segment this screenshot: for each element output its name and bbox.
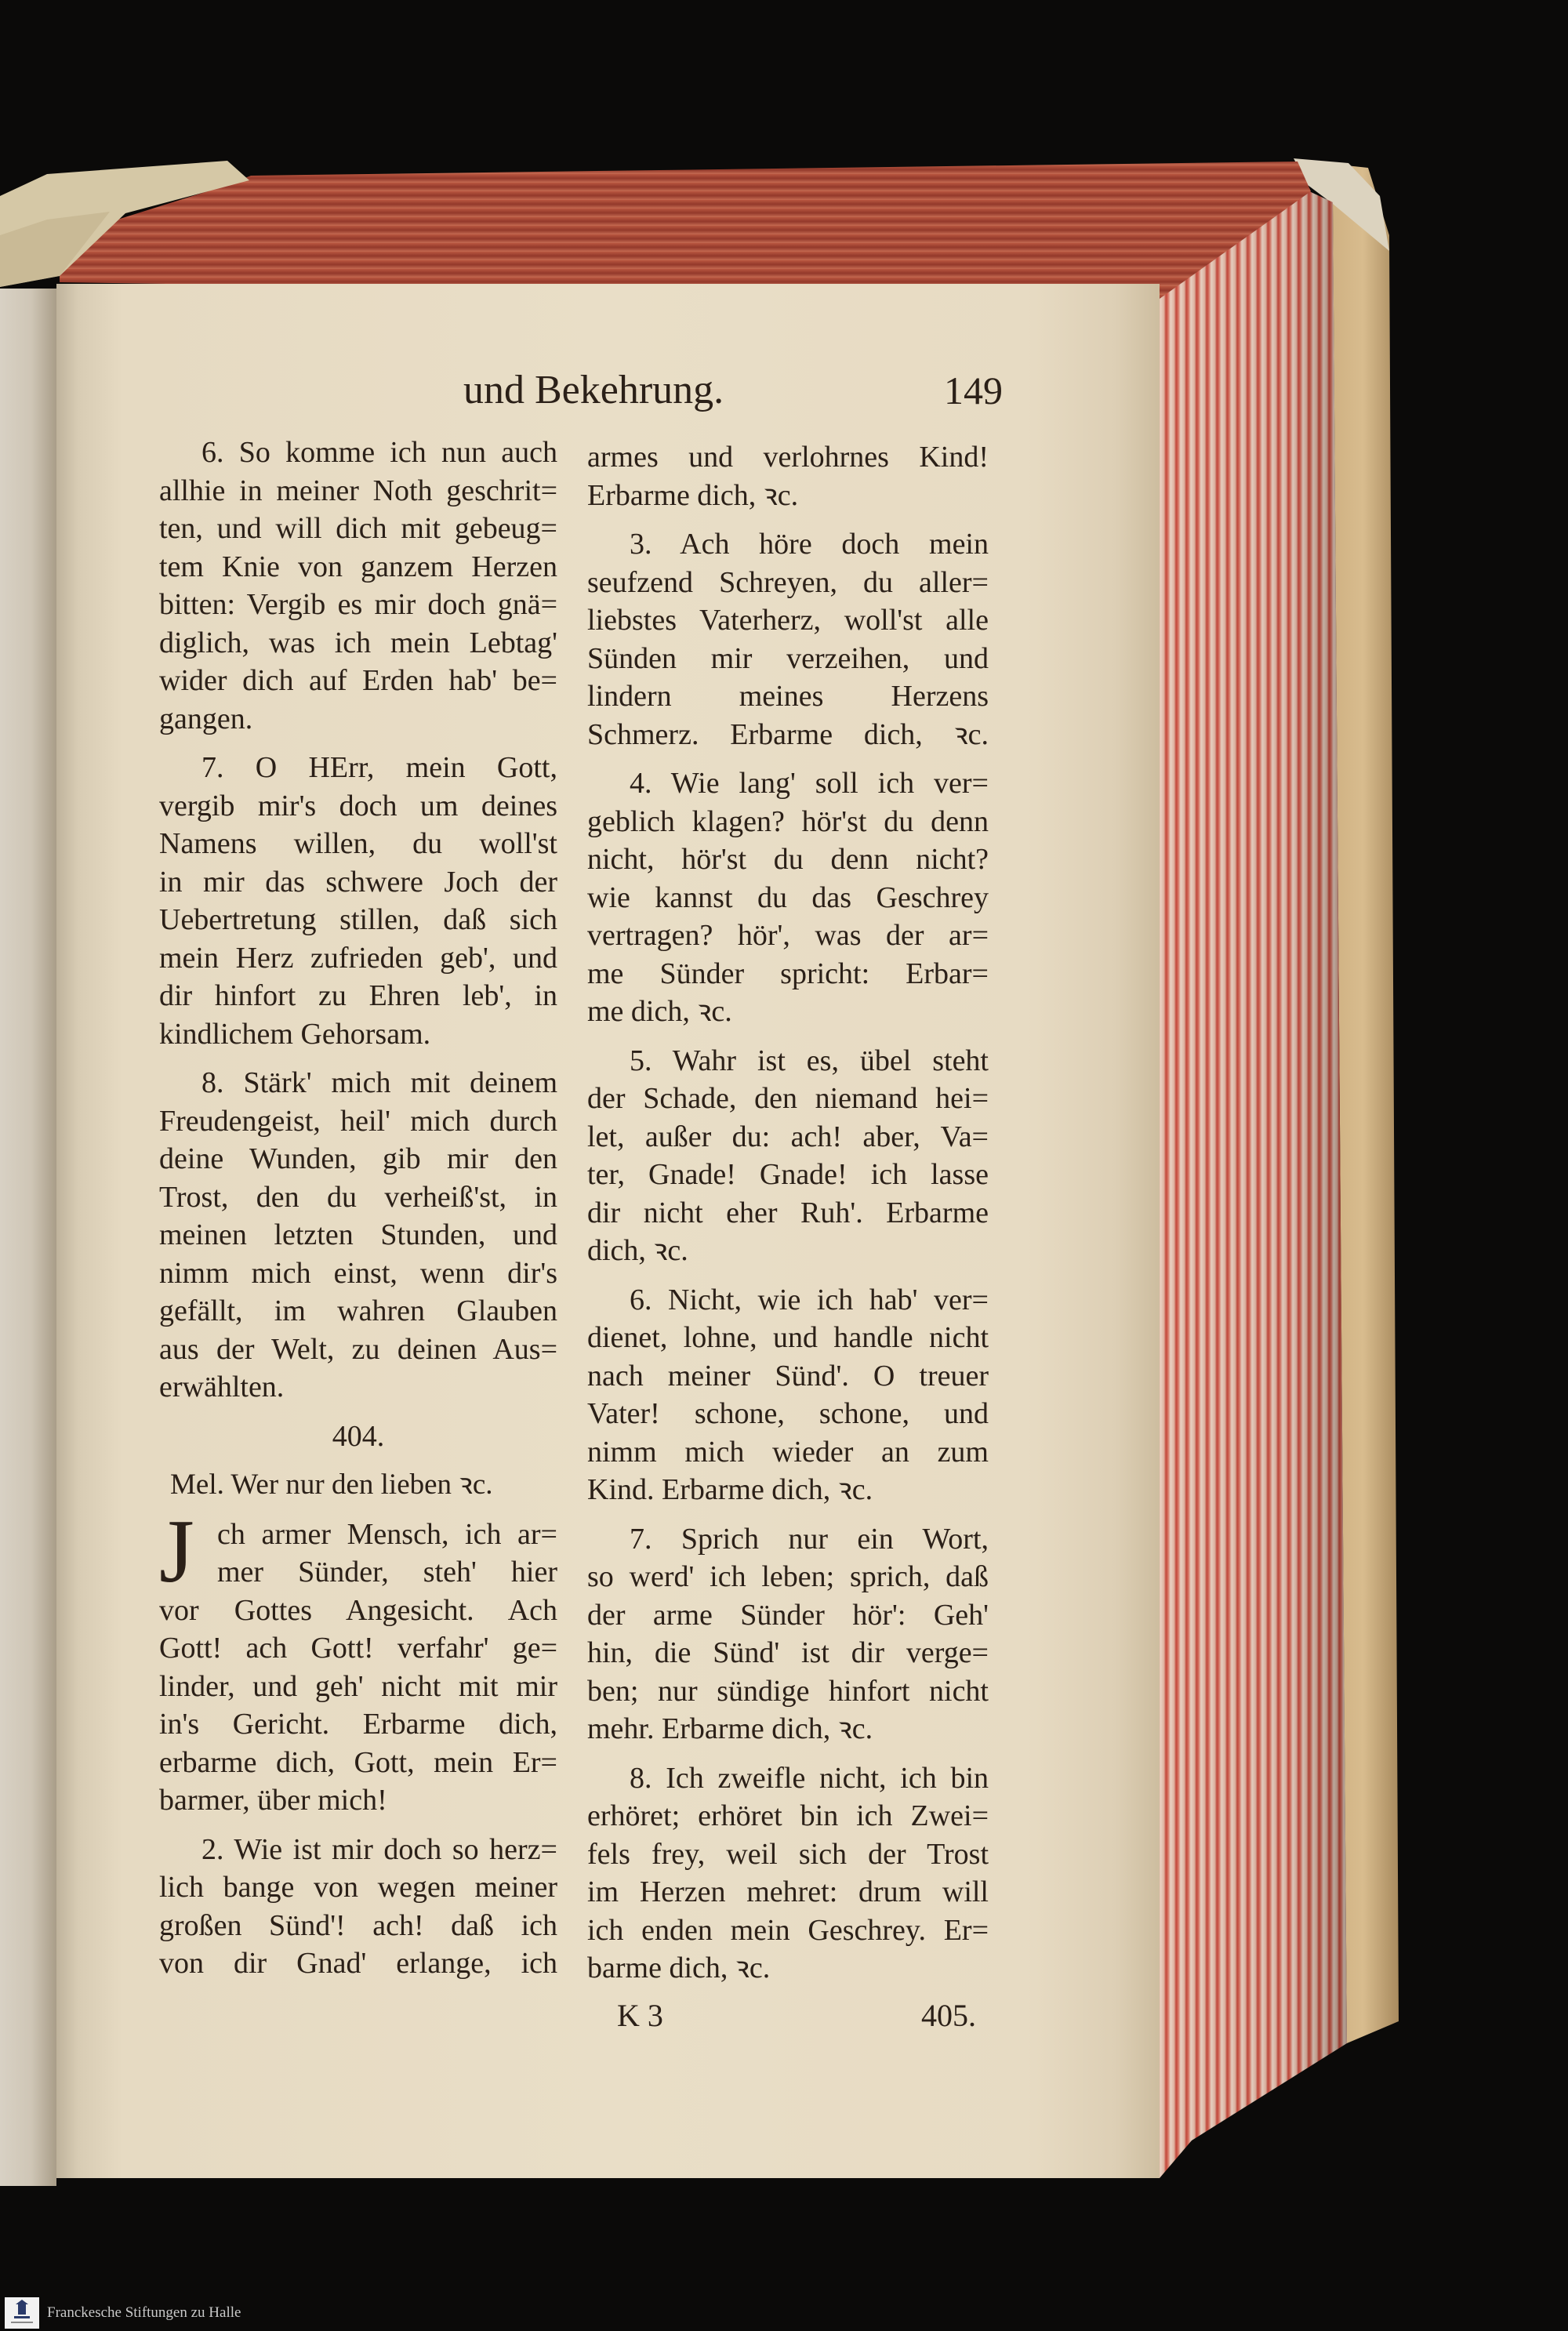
text-line: ten, und will dich mit gebeug= xyxy=(159,512,557,545)
text-line: Uebertretung stillen, daß sich xyxy=(159,903,557,936)
page-number: 149 xyxy=(944,369,1003,412)
text-line: dir nicht eher Ruh'. Erbarme xyxy=(587,1196,989,1229)
hymn-number: 404. xyxy=(332,1419,385,1453)
right-column xyxy=(587,438,989,1988)
page-top-edge xyxy=(60,162,1311,299)
text-line: geblich klagen? hör'st du denn xyxy=(587,804,989,838)
text-line: kindlichem Gehorsam. xyxy=(159,1017,431,1051)
verse-block xyxy=(587,525,989,753)
drop-cap-initial: J xyxy=(159,1501,194,1601)
text-line: let, außer du: ach! aber, Va= xyxy=(587,1120,989,1153)
text-line: Freudengeist, heil' mich durch xyxy=(159,1104,557,1138)
text-line: der arme Sünder hör': Geh' xyxy=(587,1598,989,1632)
text-line: im Herzen mehret: drum will xyxy=(587,1875,989,1908)
text-line: hin, die Sünd' ist dir verge= xyxy=(587,1636,989,1669)
verse-block xyxy=(159,749,557,1053)
institution-credit: Franckesche Stiftungen zu Halle xyxy=(47,2304,241,2321)
text-line: tem Knie von ganzem Herzen xyxy=(159,550,557,583)
text-line: von dir Gnad' erlange, ich xyxy=(159,1947,557,1980)
text-line: seufzend Schreyen, du aller= xyxy=(587,565,989,599)
text-line: ben; nur sündige hinfort nicht xyxy=(587,1674,989,1708)
text-line: vor Gottes Angesicht. Ach xyxy=(159,1593,557,1627)
text-line: 4. Wie lang' soll ich ver= xyxy=(630,767,989,800)
verse-block xyxy=(159,1831,557,1983)
text-line: Vater! schone, schone, und xyxy=(587,1397,989,1430)
text-line: Gott! ach Gott! verfahr' ge= xyxy=(159,1632,557,1665)
text-line: nimm mich wieder an zum xyxy=(587,1435,989,1469)
text-line: ch armer Mensch, ich ar= xyxy=(217,1517,557,1551)
text-line: ich enden mein Geschrey. Er= xyxy=(587,1913,989,1947)
text-line: deine Wunden, gib mir den xyxy=(159,1142,557,1175)
text-line: Erbarme dich, ꝛc. xyxy=(587,478,799,512)
verse-block xyxy=(587,764,989,1031)
text-line: 3. Ach höre doch mein xyxy=(630,528,989,561)
text-line: bitten: Vergib es mir doch gnä= xyxy=(159,588,557,621)
text-line: erwählten. xyxy=(159,1371,285,1403)
verse-block xyxy=(587,1281,989,1509)
text-line: 7. O HErr, mein Gott, xyxy=(201,751,557,784)
text-line: so werd' ich leben; sprich, daß xyxy=(587,1560,989,1593)
text-line: Sünden mir verzeihen, und xyxy=(587,641,989,675)
text-line: linder, und geh' nicht mit mir xyxy=(159,1669,557,1703)
text-line: dir hinfort zu Ehren leb', in xyxy=(159,979,557,1012)
text-line: erhöret; erhöret bin ich Zwei= xyxy=(587,1799,989,1832)
text-line: in's Gericht. Erbarme dich, xyxy=(159,1708,557,1741)
hymn-heading xyxy=(159,1418,557,1456)
verse-block xyxy=(587,438,989,514)
text-line: erbarme dich, Gott, mein Er= xyxy=(159,1745,557,1779)
text-line: 6. Nicht, wie ich hab' ver= xyxy=(630,1283,989,1316)
running-head-title: und Bekehrung. xyxy=(463,368,724,412)
facing-page-edge xyxy=(0,289,56,2186)
melody-block xyxy=(159,1466,557,1505)
melody-line: Mel. Wer nur den lieben ꝛc. xyxy=(170,1469,493,1501)
text-line: Trost, den du verheiß'st, in xyxy=(159,1180,557,1214)
verse-block xyxy=(159,1501,557,1820)
text-line: me Sünder spricht: Erbar= xyxy=(587,957,989,990)
text-line: Namens willen, du woll'st xyxy=(159,827,557,860)
verse-block xyxy=(587,1759,989,1988)
institution-logo-icon xyxy=(5,2297,39,2329)
verse-block xyxy=(587,1520,989,1748)
text-line: mein Herz zufrieden geb', und xyxy=(159,941,557,975)
text-line: lindern meines Herzens xyxy=(587,680,989,713)
text-line: fels frey, weil sich der Trost xyxy=(587,1837,989,1871)
text-line: 6. So komme ich nun auch xyxy=(201,436,557,469)
text-line: in mir das schwere Joch der xyxy=(159,865,557,899)
text-line: barme dich, ꝛc. xyxy=(587,1952,771,1984)
verse-block xyxy=(159,434,557,738)
text-line: nicht, hör'st du denn nicht? xyxy=(587,843,989,876)
text-line: diglich, was ich mein Lebtag' xyxy=(159,626,557,659)
text-line: 2. Wie ist mir doch so herz= xyxy=(201,1832,557,1866)
text-line: aus der Welt, zu deinen Aus= xyxy=(159,1332,557,1366)
text-line: dienet, lohne, und handle nicht xyxy=(587,1321,989,1354)
text-line: me dich, ꝛc. xyxy=(587,995,732,1028)
text-line: wider dich auf Erden hab' be= xyxy=(159,664,557,697)
text-line: nach meiner Sünd'. O treuer xyxy=(587,1359,989,1392)
text-line: gefällt, im wahren Glauben xyxy=(159,1294,557,1327)
text-line: armes und verlohrnes Kind! xyxy=(587,441,989,474)
text-line: lich bange von wegen meiner xyxy=(159,1871,557,1904)
text-line: dich, ꝛc. xyxy=(587,1234,688,1267)
text-line: vergib mir's doch um deines xyxy=(159,789,557,822)
left-column xyxy=(159,434,557,1983)
text-line: 8. Ich zweifle nicht, ich bin xyxy=(630,1761,989,1795)
catchword: 405. xyxy=(921,1998,976,2033)
text-line: 8. Stärk' mich mit deinem xyxy=(201,1066,557,1099)
text-line: mer Sünder, steh' hier xyxy=(217,1556,557,1588)
text-line: ter, Gnade! Gnade! ich lasse xyxy=(587,1158,989,1191)
signature-mark: K 3 xyxy=(617,1998,663,2033)
text-line: 5. Wahr ist es, übel steht xyxy=(630,1044,989,1077)
text-line: vertragen? hör', was der ar= xyxy=(587,919,989,952)
text-line: meinen letzten Stunden, und xyxy=(159,1218,557,1251)
credit-bar xyxy=(0,2296,1568,2331)
text-line: Schmerz. Erbarme dich, ꝛc. xyxy=(587,717,989,751)
text-line: barmer, über mich! xyxy=(159,1784,387,1817)
text-line: liebstes Vaterherz, woll'st alle xyxy=(587,604,989,637)
text-line: 7. Sprich nur ein Wort, xyxy=(630,1522,989,1556)
text-line: großen Sünd'! ach! daß ich xyxy=(159,1908,557,1942)
text-line: der Schade, den niemand hei= xyxy=(587,1082,989,1115)
text-line: mehr. Erbarme dich, ꝛc. xyxy=(587,1712,873,1745)
verse-block xyxy=(159,1064,557,1407)
text-line: allhie in meiner Noth geschrit= xyxy=(159,474,557,507)
text-line: nimm mich einst, wenn dir's xyxy=(159,1256,557,1290)
text-line: gangen. xyxy=(159,702,253,735)
text-line: wie kannst du das Geschrey xyxy=(587,880,989,914)
verse-block xyxy=(587,1042,989,1270)
text-line: Kind. Erbarme dich, ꝛc. xyxy=(587,1473,873,1506)
